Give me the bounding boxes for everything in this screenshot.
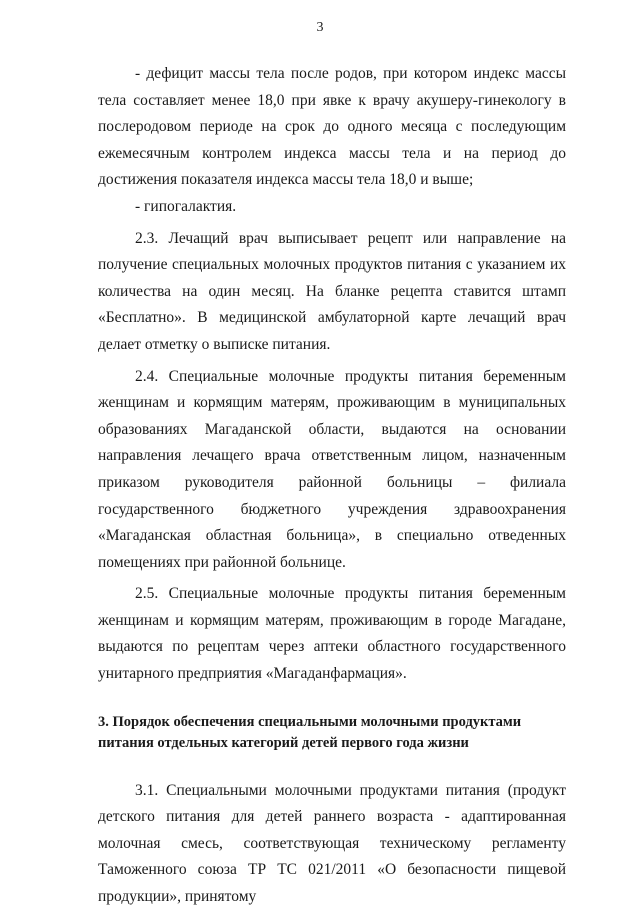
paragraph-hypogalactia: - гипогалактия.	[135, 197, 237, 215]
document-body	[98, 61, 566, 911]
paragraph-3-1: 3.1. Специальными молочными продуктами питания (продукт детского питания для детей раннего возраста - адаптированная молочная смесь, соответствующая техническому регламенту Таможенного союза ТР ТС 021/2011 «О безопасности пищевой продукции», принятому	[98, 781, 566, 906]
paragraph-body-weight-deficit: - дефицит массы тела после родов, при котором индекс массы тела составляет менее 18,0 при явке к врачу акушеру-гинекологу в послеродовом периоде на срок до одного месяца с последующим ежемесячным контролем индекса массы тела и на период до достижения показателя индекса массы тела 18,0 и выше;	[98, 65, 566, 189]
section-heading	[98, 712, 566, 754]
section-heading-line-1: 3. Порядок обеспечения специальными молочными продуктами	[98, 713, 522, 730]
paragraph-2-5: 2.5. Специальные молочные продукты питания беременным женщинам и кормящим матерям, проживающим в городе Магадане, выдаются по рецептам через аптеки областного государственного унитарного предприятия «Магаданфармация».	[98, 585, 566, 683]
spacer	[98, 688, 566, 712]
page-number: 3	[316, 20, 324, 35]
paragraph-2-3: 2.3. Лечащий врач выписывает рецепт или направление на получение специальных молочных продуктов питания с указанием их количества на один месяц. На бланке рецепта ставится штамп «Бесплатно». В медицинской амбулаторной карте лечащий врач делает отметку о выписке питания.	[98, 229, 566, 353]
section-heading-line-2: питания отдельных категорий детей первого года жизни	[98, 734, 469, 751]
spacer	[98, 754, 566, 778]
paragraph-2-4: 2.4. Специальные молочные продукты питания беременным женщинам и кормящим матерям, проживающим в муниципальных образованиях Магаданской области, выдаются на основании направления лечащего врача ответственным лицом, назначенным приказом руководителя районной больницы – филиала государственного бюджетного учреждения здравоохранения «Магаданская областная больница», в специально отведенных помещениях при районной больнице.	[98, 367, 566, 571]
